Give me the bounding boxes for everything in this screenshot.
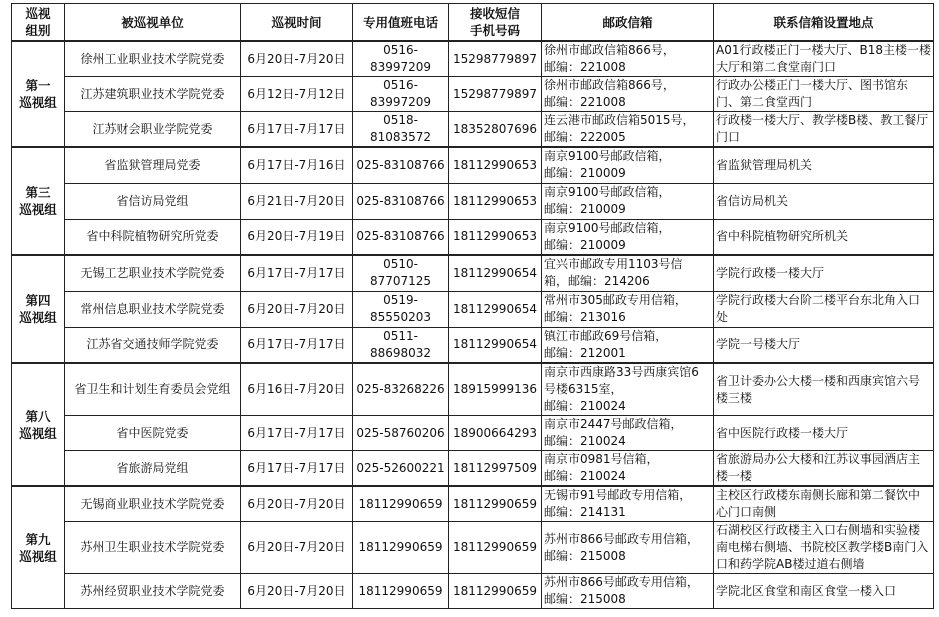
sms-cell: 18112990654	[449, 327, 542, 363]
mailbox-line: 号楼6315室，	[544, 382, 623, 396]
header-time: 巡视时间	[241, 4, 353, 42]
phone-cell	[353, 451, 449, 487]
mailbox-line: 宜兴市邮政专用1103号信	[544, 257, 683, 272]
table-row	[12, 41, 934, 77]
mailbox-line: 常州市305邮政专用信箱，	[544, 293, 687, 307]
location-cell: 省监狱管理局机关	[714, 147, 934, 183]
phone-line: 0510-	[383, 257, 418, 272]
header-group-line-1: 巡视	[25, 6, 51, 21]
sms-cell: 15298779897	[449, 77, 542, 112]
time-cell: 6月17日-7月16日	[241, 147, 353, 183]
header-sms	[449, 4, 542, 42]
header-group	[12, 4, 65, 42]
mailbox-line: 邮编：221008	[544, 95, 626, 109]
phone-line: 025-83268226	[356, 382, 445, 396]
location-cell: 省中医院行政楼一楼大厅	[714, 416, 934, 451]
phone-line: 0516-	[383, 78, 418, 92]
unit-cell: 苏州卫生职业技术学院党委	[65, 522, 241, 574]
sms-cell: 18112990659	[449, 574, 542, 609]
phone-cell	[353, 41, 449, 77]
sms-cell: 18352807696	[449, 112, 542, 148]
time-cell: 6月17日-7月17日	[241, 112, 353, 148]
mailbox-line: 邮编：215008	[544, 592, 626, 606]
mailbox-cell	[542, 255, 714, 291]
phone-cell	[353, 147, 449, 183]
mailbox-cell	[542, 451, 714, 487]
table-row	[12, 77, 934, 112]
sms-cell: 15298779897	[449, 41, 542, 77]
time-cell: 6月16日-7月20日	[241, 363, 353, 416]
mailbox-line: 邮编：210009	[544, 166, 626, 181]
sms-cell: 18112990654	[449, 291, 542, 327]
sms-cell: 18112997509	[449, 451, 542, 487]
mailbox-cell	[542, 327, 714, 363]
phone-line: 0519-	[383, 293, 418, 307]
table-row	[12, 486, 934, 522]
mailbox-line: 南京市0981号信箱，	[544, 452, 659, 466]
mailbox-line: 南京9100号邮政信箱，	[544, 220, 671, 235]
table-body	[12, 41, 934, 609]
mailbox-line: 邮编：212001	[544, 345, 626, 360]
mailbox-cell	[542, 77, 714, 112]
header-unit: 被巡视单位	[65, 4, 241, 42]
unit-cell: 省信访局党组	[65, 183, 241, 219]
location-cell: 省旅游局办公大楼和江苏议事园酒店主楼一楼	[714, 451, 934, 487]
mailbox-cell	[542, 291, 714, 327]
mailbox-line: 苏州市866号邮政专用信箱，	[544, 575, 699, 589]
mailbox-line: 南京9100号邮政信箱，	[544, 185, 671, 199]
sms-cell: 18112990659	[449, 522, 542, 574]
mailbox-cell	[542, 363, 714, 416]
mailbox-line: 徐州市邮政信箱866号，	[544, 43, 675, 57]
mailbox-line: 邮编：210009	[544, 202, 626, 216]
table-row	[12, 147, 934, 183]
mailbox-line: 南京市西康路33号西康宾馆6	[544, 365, 699, 379]
group-name-cell	[12, 41, 65, 147]
group-name-cell	[12, 363, 65, 486]
phone-cell	[353, 486, 449, 522]
sms-cell: 18112990653	[449, 183, 542, 219]
mailbox-cell	[542, 574, 714, 609]
table-row	[12, 451, 934, 487]
time-cell: 6月20日-7月20日	[241, 291, 353, 327]
time-cell: 6月20日-7月20日	[241, 41, 353, 77]
phone-line: 18112990659	[358, 583, 443, 598]
phone-cell	[353, 416, 449, 451]
mailbox-line: 镇江市邮政69号信箱，	[544, 328, 668, 343]
phone-cell	[353, 255, 449, 291]
phone-line: 0518-	[383, 113, 418, 127]
header-mailbox: 邮政信箱	[542, 4, 714, 42]
sms-cell: 18112990653	[449, 219, 542, 255]
mailbox-cell	[542, 416, 714, 451]
table-row	[12, 183, 934, 219]
mailbox-line: 邮编：222005	[544, 130, 626, 144]
phone-line: 025-83108766	[356, 157, 445, 172]
table-row	[12, 327, 934, 363]
phone-cell	[353, 327, 449, 363]
phone-line: 88698032	[369, 345, 432, 360]
phone-line: 85550203	[369, 310, 432, 324]
unit-cell: 江苏省交通技师学院党委	[65, 327, 241, 363]
phone-cell	[353, 291, 449, 327]
phone-line: 025-83108766	[356, 193, 445, 208]
group-name-line: 巡视组	[19, 425, 57, 441]
unit-cell: 徐州工业职业技术学院党委	[65, 41, 241, 77]
mailbox-cell	[542, 486, 714, 522]
unit-cell: 江苏建筑职业技术学院党委	[65, 77, 241, 112]
phone-cell	[353, 363, 449, 416]
sms-cell: 18112990653	[449, 147, 542, 183]
group-name-line: 第八	[25, 408, 51, 424]
group-name-line: 第四	[25, 293, 51, 308]
unit-cell: 省旅游局党组	[65, 451, 241, 487]
mailbox-cell	[542, 219, 714, 255]
group-name-line: 第九	[25, 531, 51, 547]
mailbox-cell	[542, 41, 714, 77]
group-name-cell	[12, 147, 65, 255]
group-name-line: 第一	[25, 78, 51, 93]
mailbox-line: 邮编：215008	[544, 548, 626, 563]
location-cell: 学院北区食堂和南区食堂一楼入口	[714, 574, 934, 609]
mailbox-line: 徐州市邮政信箱866号，	[544, 78, 675, 92]
header-row	[12, 4, 934, 42]
location-cell: 石湖校区行政楼主入口右侧墙和实验楼南电梯右侧墙、书院校区教学楼B南门入口和药学院AB楼过道右侧墙	[714, 522, 934, 574]
time-cell: 6月17日-7月17日	[241, 416, 353, 451]
group-name-line: 巡视组	[19, 95, 57, 110]
mailbox-line: 邮编：213016	[544, 310, 626, 324]
unit-cell: 常州信息职业技术学院党委	[65, 291, 241, 327]
mailbox-line: 邮编：214131	[544, 505, 626, 519]
time-cell: 6月12日-7月12日	[241, 77, 353, 112]
mailbox-line: 箱，邮编：214206	[544, 274, 650, 289]
header-phone: 专用值班电话	[353, 4, 449, 42]
phone-line: 0511-	[383, 328, 418, 343]
location-cell: 主校区行政楼东南侧长廊和第二餐饮中心门口南侧	[714, 486, 934, 522]
mailbox-line: 邮编：221008	[544, 60, 626, 74]
unit-cell: 江苏财会职业学院党委	[65, 112, 241, 148]
phone-line: 18112990659	[358, 540, 443, 554]
group-name-line: 巡视组	[19, 202, 57, 217]
time-cell: 6月17日-7月17日	[241, 255, 353, 291]
location-cell: 行政办公楼正门一楼大厅、图书馆东门、第二食堂西门	[714, 77, 934, 112]
unit-cell: 无锡工艺职业技术学院党委	[65, 255, 241, 291]
table-row	[12, 219, 934, 255]
table-row	[12, 255, 934, 291]
phone-cell	[353, 183, 449, 219]
location-cell: 省中科院植物研究所机关	[714, 219, 934, 255]
phone-cell	[353, 77, 449, 112]
unit-cell: 苏州经贸职业技术学院党委	[65, 574, 241, 609]
location-cell: 行政楼一楼大厅、教学楼B楼、教工餐厅门口	[714, 112, 934, 148]
phone-cell	[353, 574, 449, 609]
mailbox-cell	[542, 522, 714, 574]
header-sms-line-1: 接收短信	[469, 6, 520, 21]
header-sms-line-2: 手机号码	[469, 23, 520, 38]
location-cell: A01行政楼正门一楼大厅、B18主楼一楼大厅和第二食堂南门口	[714, 41, 934, 77]
inspection-schedule-table	[11, 3, 934, 609]
time-cell: 6月20日-7月20日	[241, 486, 353, 522]
phone-line: 025-83108766	[356, 229, 445, 244]
mailbox-cell	[542, 147, 714, 183]
time-cell: 6月17日-7月17日	[241, 327, 353, 363]
phone-line: 0516-	[383, 43, 418, 57]
mailbox-cell	[542, 112, 714, 148]
table-row	[12, 522, 934, 574]
phone-cell	[353, 522, 449, 574]
mailbox-line: 邮编：210009	[544, 237, 626, 252]
mailbox-line: 邮编：210024	[544, 399, 626, 413]
phone-line: 025-58760206	[356, 425, 445, 440]
location-cell: 省卫计委办公大楼一楼和西康宾馆六号楼三楼	[714, 363, 934, 416]
sms-cell: 18900664293	[449, 416, 542, 451]
table-row	[12, 112, 934, 148]
time-cell: 6月20日-7月19日	[241, 219, 353, 255]
time-cell: 6月17日-7月17日	[241, 451, 353, 487]
table-row	[12, 416, 934, 451]
sms-cell: 18112990659	[449, 486, 542, 522]
sms-cell: 18915999136	[449, 363, 542, 416]
location-cell: 学院行政楼大台阶二楼平台东北角入口处	[714, 291, 934, 327]
mailbox-line: 邮编：210024	[544, 434, 626, 448]
table-row	[12, 574, 934, 609]
group-name-line: 巡视组	[19, 310, 57, 325]
mailbox-cell	[542, 183, 714, 219]
unit-cell: 省监狱管理局党委	[65, 147, 241, 183]
unit-cell: 省中科院植物研究所党委	[65, 219, 241, 255]
unit-cell: 无锡商业职业技术学院党委	[65, 486, 241, 522]
mailbox-line: 连云港市邮政信箱5015号，	[544, 113, 695, 127]
table-row	[12, 363, 934, 416]
sms-cell: 18112990654	[449, 255, 542, 291]
phone-line: 83997209	[369, 95, 432, 109]
group-name-cell	[12, 486, 65, 609]
mailbox-line: 南京市2447号邮政信箱，	[544, 417, 683, 431]
mailbox-line: 无锡市91号邮政专用信箱，	[544, 488, 692, 502]
phone-line: 83997209	[369, 60, 432, 74]
mailbox-line: 邮编：210024	[544, 469, 626, 483]
location-cell: 学院行政楼一楼大厅	[714, 255, 934, 291]
unit-cell: 省卫生和计划生育委员会党组	[65, 363, 241, 416]
unit-cell: 省中医院党委	[65, 416, 241, 451]
mailbox-line: 苏州市866号邮政专用信箱，	[544, 531, 699, 546]
phone-line: 87707125	[369, 274, 432, 289]
phone-line: 18112990659	[358, 496, 443, 511]
table-row	[12, 291, 934, 327]
header-location: 联系信箱设置地点	[714, 4, 934, 42]
time-cell: 6月21日-7月20日	[241, 183, 353, 219]
mailbox-line: 南京9100号邮政信箱，	[544, 149, 671, 164]
phone-cell	[353, 219, 449, 255]
phone-line: 81083572	[369, 130, 432, 144]
phone-line: 025-52600221	[356, 460, 445, 475]
location-cell: 学院一号楼大厅	[714, 327, 934, 363]
group-name-cell	[12, 255, 65, 363]
time-cell: 6月20日-7月20日	[241, 574, 353, 609]
phone-cell	[353, 112, 449, 148]
group-name-line: 第三	[25, 185, 51, 200]
location-cell: 省信访局机关	[714, 183, 934, 219]
time-cell: 6月20日-7月20日	[241, 522, 353, 574]
group-name-line: 巡视组	[19, 548, 57, 564]
header-group-line-2: 组别	[25, 23, 51, 38]
